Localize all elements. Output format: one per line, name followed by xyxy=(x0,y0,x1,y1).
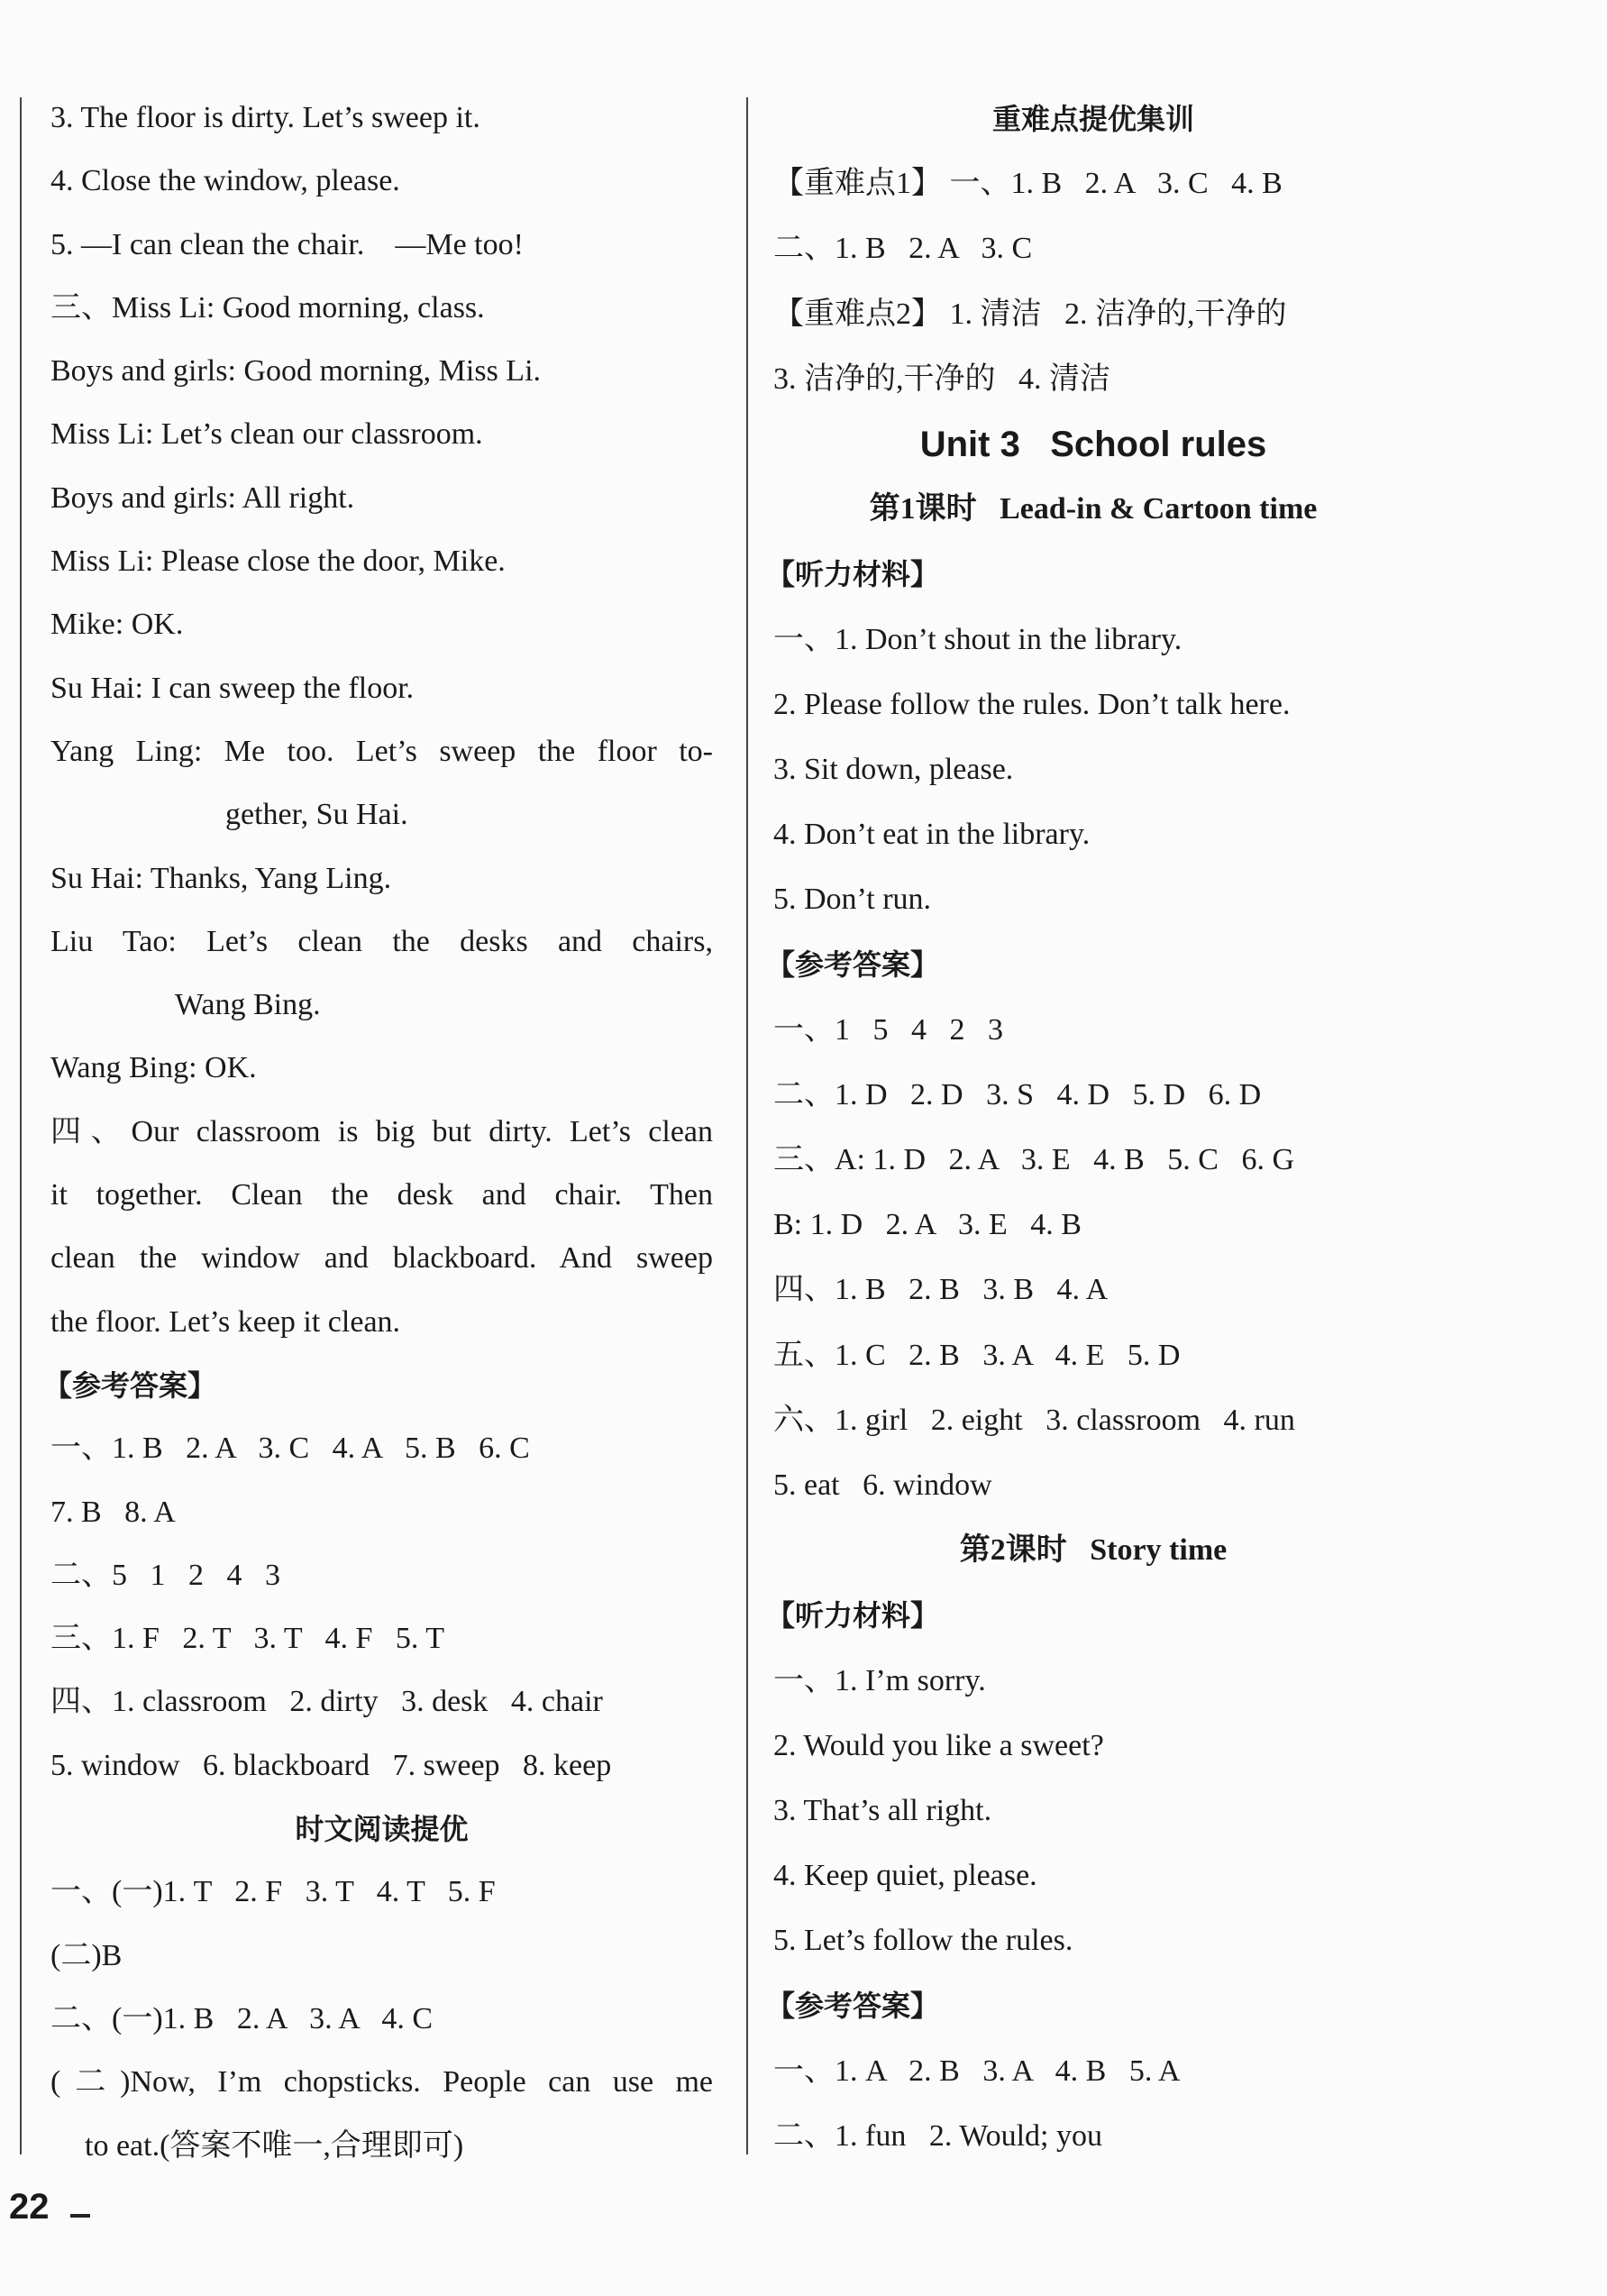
answer-line: 二、1. D 2. D 3. S 4. D 5. D 6. D xyxy=(773,1077,1262,1111)
answer-line: 5. window 6. blackboard 7. sweep 8. keep xyxy=(50,1748,612,1782)
text-line: Liu Tao: Let’s clean the desks and chairs, xyxy=(50,924,713,958)
answer-line: (二)Now, I’m chopsticks. People can use me xyxy=(50,2065,713,2099)
answer-line: B: 1. D 2. A 3. E 4. B xyxy=(773,1208,1082,1242)
section-heading: 【听力材料】 xyxy=(766,1598,940,1633)
text-line: 3. Sit down, please. xyxy=(773,752,1014,786)
text-line: 四、Our classroom is big but dirty. Let’s clean xyxy=(50,1114,713,1148)
right-column xyxy=(766,87,1413,2169)
text-line: the floor. Let’s keep it clean. xyxy=(50,1304,401,1339)
text-line: Yang Ling: Me too. Let’s sweep the floor to- xyxy=(50,734,713,768)
text-line: Miss Li: Please close the door, Mike. xyxy=(50,544,506,579)
text-line: Su Hai: I can sweep the floor. xyxy=(50,671,415,705)
text-line: gether, Su Hai. xyxy=(225,798,408,832)
lesson-title: 第2课时 Story time xyxy=(959,1533,1228,1568)
answer-line: (二)B xyxy=(50,1938,123,1972)
text-line: 三、Miss Li: Good morning, class. xyxy=(50,290,485,325)
text-line: it together. Clean the desk and chair. Then xyxy=(50,1178,713,1212)
text-line: Boys and girls: All right. xyxy=(50,480,355,515)
text-line: Wang Bing. xyxy=(175,988,321,1022)
left-margin-rule xyxy=(20,97,22,2154)
page-number-dash xyxy=(70,2214,90,2218)
text-line: Boys and girls: Good morning, Miss Li. xyxy=(50,354,542,389)
lesson-title: 第1课时 Lead-in & Cartoon time xyxy=(869,492,1318,526)
answer-line: 二、5 1 2 4 3 xyxy=(50,1558,280,1592)
left-column xyxy=(43,87,713,2178)
text-line: 5. —I can clean the chair. —Me too! xyxy=(50,227,524,261)
text-line: 一、1. I’m sorry. xyxy=(773,1663,986,1697)
answer-line: 二、1. fun 2. Would; you xyxy=(773,2118,1102,2153)
column-divider xyxy=(746,97,748,2154)
answer-line: 二、1. B 2. A 3. C xyxy=(773,232,1033,266)
text-line: 4. Keep quiet, please. xyxy=(773,1859,1037,1893)
answer-line: 四、1. classroom 2. dirty 3. desk 4. chair xyxy=(50,1685,603,1719)
text-line: 一、1. Don’t shout in the library. xyxy=(773,622,1182,656)
answer-line: 7. B 8. A xyxy=(50,1495,176,1529)
text-line: clean the window and blackboard. And sweep xyxy=(50,1241,713,1276)
answer-line: 【重难点1】 一、1. B 2. A 3. C 4. B xyxy=(773,167,1283,201)
unit-title: Unit 3 School rules xyxy=(919,424,1267,464)
page-number: 22 xyxy=(9,2187,50,2227)
answer-line: 三、1. F 2. T 3. T 4. F 5. T xyxy=(50,1622,445,1656)
answer-line: 一、1. B 2. A 3. C 4. A 5. B 6. C xyxy=(50,1432,530,1466)
text-line: Wang Bing: OK. xyxy=(50,1051,257,1085)
text-line: 4. Don’t eat in the library. xyxy=(773,818,1091,852)
section-heading: 重难点提优集训 xyxy=(991,102,1194,136)
text-line: 3. The floor is dirty. Let’s sweep it. xyxy=(50,101,480,134)
section-heading: 时文阅读提优 xyxy=(295,1812,469,1847)
answer-line: 一、1 5 4 2 3 xyxy=(773,1012,1003,1047)
text-line: Mike: OK. xyxy=(50,608,184,642)
answer-line: 二、(一)1. B 2. A 3. A 4. C xyxy=(50,2001,434,2035)
section-heading: 【参考答案】 xyxy=(766,947,940,983)
text-line: 3. That’s all right. xyxy=(773,1793,992,1827)
answer-line: to eat.(答案不唯一,合理即可) xyxy=(85,2128,464,2163)
section-heading: 【听力材料】 xyxy=(766,557,940,592)
answer-line: 一、(一)1. T 2. F 3. T 4. T 5. F xyxy=(50,1875,496,1909)
section-heading: 【参考答案】 xyxy=(766,1989,940,2024)
text-line: 4. Close the window, please. xyxy=(50,164,400,198)
text-line: Miss Li: Let’s clean our classroom. xyxy=(50,417,483,452)
answer-line: 3. 洁净的,干净的 4. 清洁 xyxy=(773,361,1110,396)
text-line: Su Hai: Thanks, Yang Ling. xyxy=(50,861,392,895)
answer-line: 四、1. B 2. B 3. B 4. A xyxy=(773,1273,1109,1307)
text-line: 5. Let’s follow the rules. xyxy=(773,1924,1073,1958)
answer-line: 三、A: 1. D 2. A 3. E 4. B 5. C 6. G xyxy=(773,1143,1295,1176)
text-line: 2. Would you like a sweet? xyxy=(773,1728,1104,1762)
answer-line: 六、1. girl 2. eight 3. classroom 4. run xyxy=(773,1403,1295,1437)
section-heading: 【参考答案】 xyxy=(43,1368,217,1403)
text-line: 5. Don’t run. xyxy=(773,883,932,917)
answer-line: 一、1. A 2. B 3. A 4. B 5. A xyxy=(773,2054,1181,2088)
text-line: 2. Please follow the rules. Don’t talk here. xyxy=(773,687,1291,721)
answer-line: 【重难点2】 1. 清洁 2. 洁净的,干净的 xyxy=(773,297,1287,331)
answer-line: 五、1. C 2. B 3. A 4. E 5. D xyxy=(773,1338,1181,1372)
answer-line: 5. eat 6. window xyxy=(773,1468,992,1502)
